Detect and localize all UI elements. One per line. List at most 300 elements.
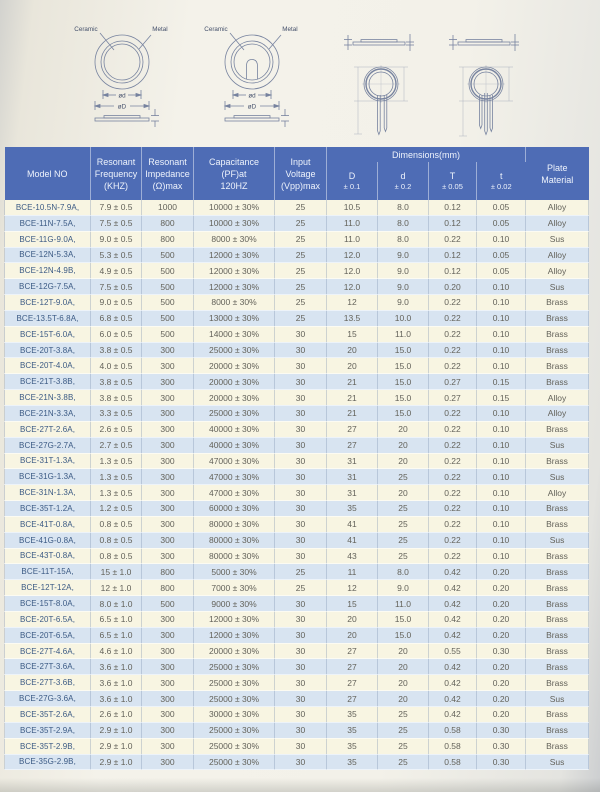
cell-d: 15.0 <box>378 374 429 390</box>
page-bottom-shadow <box>0 778 600 792</box>
table-row <box>5 437 589 453</box>
cell-impedance: 300 <box>142 516 194 532</box>
table-row <box>5 611 589 627</box>
cell-D: 27 <box>327 691 378 707</box>
table-row <box>5 548 589 564</box>
cell-t: 0.10 <box>477 469 526 485</box>
cell-impedance: 300 <box>142 659 194 675</box>
cell-T: 0.22 <box>429 485 477 501</box>
cell-plate: Alloy <box>526 247 589 263</box>
cell-capacitance: 60000 ± 30% <box>194 501 275 517</box>
cell-T: 0.12 <box>429 215 477 231</box>
cell-plate: Brass <box>526 707 589 723</box>
cell-t: 0.10 <box>477 405 526 421</box>
cell-plate: Brass <box>526 580 589 596</box>
table-row <box>5 675 589 691</box>
cell-plate: Alloy <box>526 263 589 279</box>
cell-d: 9.0 <box>378 279 429 295</box>
cell-input_voltage: 30 <box>275 532 327 548</box>
cell-T: 0.42 <box>429 596 477 612</box>
col-header-dim-D: D ± 0.1 <box>327 162 378 200</box>
cell-impedance: 500 <box>142 295 194 311</box>
cell-capacitance: 25000 ± 30% <box>194 675 275 691</box>
cell-plate: Brass <box>526 326 589 342</box>
cell-t: 0.10 <box>477 437 526 453</box>
cell-model: BCE-11T-15A, <box>5 564 91 580</box>
cell-plate: Brass <box>526 358 589 374</box>
spec-table <box>4 147 589 770</box>
cell-capacitance: 25000 ± 30% <box>194 405 275 421</box>
cell-D: 35 <box>327 722 378 738</box>
cell-plate: Alloy <box>526 485 589 501</box>
cell-model: BCE-13.5T-6.8A, <box>5 310 91 326</box>
cell-t: 0.05 <box>477 200 526 215</box>
cell-model: BCE-43T-0.8A, <box>5 548 91 564</box>
cell-capacitance: 25000 ± 30% <box>194 738 275 754</box>
table-row <box>5 738 589 754</box>
cell-impedance: 500 <box>142 247 194 263</box>
cell-frequency: 4.9 ± 0.5 <box>91 263 142 279</box>
cell-impedance: 300 <box>142 548 194 564</box>
table-row <box>5 247 589 263</box>
col-header-dim-d: d ± 0.2 <box>378 162 429 200</box>
cell-t: 0.20 <box>477 691 526 707</box>
cell-input_voltage: 30 <box>275 453 327 469</box>
cell-plate: Brass <box>526 564 589 580</box>
cell-plate: Brass <box>526 643 589 659</box>
ceramic-label: Ceramic <box>74 26 98 33</box>
cell-impedance: 300 <box>142 390 194 406</box>
cell-frequency: 8.0 ± 1.0 <box>91 596 142 612</box>
cell-d: 20 <box>378 437 429 453</box>
cell-D: 12.0 <box>327 247 378 263</box>
cell-input_voltage: 30 <box>275 707 327 723</box>
cell-impedance: 500 <box>142 263 194 279</box>
cell-input_voltage: 30 <box>275 754 327 770</box>
cell-impedance: 300 <box>142 707 194 723</box>
cell-d: 9.0 <box>378 295 429 311</box>
cell-frequency: 6.8 ± 0.5 <box>91 310 142 326</box>
cell-plate: Brass <box>526 627 589 643</box>
cell-capacitance: 7000 ± 30% <box>194 580 275 596</box>
technical-diagrams <box>0 0 600 147</box>
cell-d: 25 <box>378 548 429 564</box>
cell-frequency: 3.3 ± 0.5 <box>91 405 142 421</box>
cell-impedance: 300 <box>142 643 194 659</box>
cell-capacitance: 30000 ± 30% <box>194 707 275 723</box>
table-row <box>5 358 589 374</box>
cell-frequency: 2.6 ± 0.5 <box>91 421 142 437</box>
cell-d: 9.0 <box>378 247 429 263</box>
cell-frequency: 6.0 ± 0.5 <box>91 326 142 342</box>
cell-plate: Brass <box>526 596 589 612</box>
cell-t: 0.20 <box>477 707 526 723</box>
cell-d: 11.0 <box>378 596 429 612</box>
cell-frequency: 1.3 ± 0.5 <box>91 485 142 501</box>
cell-capacitance: 8000 ± 30% <box>194 295 275 311</box>
cell-input_voltage: 30 <box>275 611 327 627</box>
cell-d: 20 <box>378 421 429 437</box>
cell-T: 0.55 <box>429 643 477 659</box>
col-header-input-voltage: Input Voltage (Vpp)max <box>275 147 327 200</box>
cell-t: 0.10 <box>477 342 526 358</box>
table-row <box>5 263 589 279</box>
cell-t: 0.20 <box>477 675 526 691</box>
cell-t: 0.20 <box>477 580 526 596</box>
cell-frequency: 12 ± 1.0 <box>91 580 142 596</box>
cell-t: 0.20 <box>477 596 526 612</box>
cell-t: 0.10 <box>477 532 526 548</box>
table-row <box>5 326 589 342</box>
cell-D: 35 <box>327 754 378 770</box>
cell-d: 25 <box>378 722 429 738</box>
cell-d: 15.0 <box>378 627 429 643</box>
cell-impedance: 300 <box>142 342 194 358</box>
cell-model: BCE-41G-0.8A, <box>5 532 91 548</box>
cell-frequency: 3.6 ± 1.0 <box>91 675 142 691</box>
cell-frequency: 7.5 ± 0.5 <box>91 279 142 295</box>
cell-d: 25 <box>378 516 429 532</box>
cell-input_voltage: 25 <box>275 295 327 311</box>
cell-impedance: 300 <box>142 485 194 501</box>
cell-t: 0.20 <box>477 564 526 580</box>
cell-t: 0.30 <box>477 722 526 738</box>
cell-T: 0.42 <box>429 659 477 675</box>
cell-input_voltage: 30 <box>275 326 327 342</box>
cell-plate: Brass <box>526 295 589 311</box>
cell-capacitance: 80000 ± 30% <box>194 532 275 548</box>
cell-impedance: 800 <box>142 580 194 596</box>
cell-model: BCE-41T-0.8A, <box>5 516 91 532</box>
cell-impedance: 300 <box>142 501 194 517</box>
cell-impedance: 300 <box>142 469 194 485</box>
cell-plate: Sus <box>526 279 589 295</box>
cell-input_voltage: 30 <box>275 722 327 738</box>
cell-d: 8.0 <box>378 231 429 247</box>
cell-plate: Brass <box>526 421 589 437</box>
inner-diameter-label: ød <box>118 92 126 100</box>
cell-input_voltage: 30 <box>275 358 327 374</box>
cell-model: BCE-20T-4.0A, <box>5 358 91 374</box>
cell-D: 35 <box>327 738 378 754</box>
disc-lead-diagram-3wire <box>449 34 519 136</box>
cell-capacitance: 14000 ± 30% <box>194 326 275 342</box>
cell-T: 0.22 <box>429 501 477 517</box>
cell-model: BCE-31N-1.3A, <box>5 485 91 501</box>
cell-impedance: 500 <box>142 596 194 612</box>
cell-d: 25 <box>378 754 429 770</box>
inner-diameter-label: ød <box>248 92 256 100</box>
cell-capacitance: 12000 ± 30% <box>194 263 275 279</box>
cell-input_voltage: 25 <box>275 580 327 596</box>
cell-impedance: 800 <box>142 231 194 247</box>
cell-model: BCE-11N-7.5A, <box>5 215 91 231</box>
cell-t: 0.10 <box>477 310 526 326</box>
cell-T: 0.42 <box>429 707 477 723</box>
cell-input_voltage: 25 <box>275 247 327 263</box>
cell-d: 20 <box>378 643 429 659</box>
cell-d: 15.0 <box>378 405 429 421</box>
table-row <box>5 421 589 437</box>
cell-capacitance: 25000 ± 30% <box>194 659 275 675</box>
cell-model: BCE-12G-7.5A, <box>5 279 91 295</box>
cell-impedance: 300 <box>142 437 194 453</box>
cell-frequency: 3.8 ± 0.5 <box>91 342 142 358</box>
cell-capacitance: 20000 ± 30% <box>194 374 275 390</box>
cell-t: 0.10 <box>477 453 526 469</box>
cell-plate: Brass <box>526 453 589 469</box>
cell-capacitance: 20000 ± 30% <box>194 643 275 659</box>
cell-d: 9.0 <box>378 580 429 596</box>
cell-d: 20 <box>378 691 429 707</box>
cell-d: 20 <box>378 453 429 469</box>
col-header-model: Model NO <box>5 147 91 200</box>
cell-d: 11.0 <box>378 326 429 342</box>
cell-plate: Sus <box>526 532 589 548</box>
cell-t: 0.10 <box>477 295 526 311</box>
cell-D: 21 <box>327 405 378 421</box>
table-row <box>5 374 589 390</box>
cell-D: 12.0 <box>327 279 378 295</box>
cell-impedance: 300 <box>142 374 194 390</box>
cell-model: BCE-35T-1.2A, <box>5 501 91 517</box>
cell-d: 25 <box>378 707 429 723</box>
cell-T: 0.42 <box>429 675 477 691</box>
cell-T: 0.22 <box>429 358 477 374</box>
cell-model: BCE-15T-8.0A, <box>5 596 91 612</box>
cell-t: 0.05 <box>477 263 526 279</box>
cell-t: 0.20 <box>477 659 526 675</box>
cell-T: 0.42 <box>429 564 477 580</box>
cell-frequency: 2.9 ± 1.0 <box>91 722 142 738</box>
cell-model: BCE-27T-3.6A, <box>5 659 91 675</box>
cell-input_voltage: 30 <box>275 691 327 707</box>
cell-T: 0.27 <box>429 374 477 390</box>
table-row <box>5 453 589 469</box>
cell-plate: Brass <box>526 659 589 675</box>
cell-d: 10.0 <box>378 310 429 326</box>
cell-D: 31 <box>327 485 378 501</box>
cell-D: 12 <box>327 295 378 311</box>
table-row <box>5 342 589 358</box>
cell-plate: Alloy <box>526 200 589 215</box>
cell-capacitance: 47000 ± 30% <box>194 469 275 485</box>
cell-D: 11.0 <box>327 231 378 247</box>
cell-D: 35 <box>327 501 378 517</box>
cell-d: 25 <box>378 738 429 754</box>
cell-capacitance: 8000 ± 30% <box>194 231 275 247</box>
cell-T: 0.58 <box>429 754 477 770</box>
cell-model: BCE-27G-2.7A, <box>5 437 91 453</box>
cell-frequency: 0.8 ± 0.5 <box>91 548 142 564</box>
cell-model: BCE-27T-3.6B, <box>5 675 91 691</box>
table-row <box>5 627 589 643</box>
cell-input_voltage: 25 <box>275 231 327 247</box>
cell-plate: Brass <box>526 611 589 627</box>
cell-D: 12.0 <box>327 263 378 279</box>
table-row <box>5 516 589 532</box>
cell-t: 0.15 <box>477 390 526 406</box>
cell-model: BCE-20T-3.8A, <box>5 342 91 358</box>
table-row <box>5 580 589 596</box>
cell-impedance: 300 <box>142 738 194 754</box>
cell-T: 0.22 <box>429 342 477 358</box>
table-row <box>5 215 589 231</box>
cell-D: 21 <box>327 374 378 390</box>
cell-T: 0.12 <box>429 200 477 215</box>
cell-capacitance: 25000 ± 30% <box>194 722 275 738</box>
cell-model: BCE-12N-4.9B, <box>5 263 91 279</box>
table-header <box>5 147 589 200</box>
cell-d: 8.0 <box>378 564 429 580</box>
cell-d: 8.0 <box>378 215 429 231</box>
cell-input_voltage: 25 <box>275 263 327 279</box>
cell-frequency: 1.3 ± 0.5 <box>91 469 142 485</box>
cell-D: 41 <box>327 532 378 548</box>
cell-D: 12 <box>327 580 378 596</box>
cell-frequency: 5.3 ± 0.5 <box>91 247 142 263</box>
cell-impedance: 300 <box>142 421 194 437</box>
cell-T: 0.22 <box>429 405 477 421</box>
cell-frequency: 9.0 ± 0.5 <box>91 295 142 311</box>
cell-capacitance: 12000 ± 30% <box>194 279 275 295</box>
cell-frequency: 6.5 ± 1.0 <box>91 627 142 643</box>
cell-D: 15 <box>327 326 378 342</box>
cell-frequency: 2.6 ± 1.0 <box>91 707 142 723</box>
cell-model: BCE-27T-4.6A, <box>5 643 91 659</box>
cell-frequency: 6.5 ± 1.0 <box>91 611 142 627</box>
cell-D: 27 <box>327 659 378 675</box>
cell-t: 0.10 <box>477 516 526 532</box>
cell-impedance: 300 <box>142 627 194 643</box>
cell-plate: Sus <box>526 231 589 247</box>
cell-D: 11 <box>327 564 378 580</box>
col-header-dim-T: T ± 0.05 <box>429 162 477 200</box>
cell-input_voltage: 30 <box>275 469 327 485</box>
table-row <box>5 295 589 311</box>
cell-D: 11.0 <box>327 215 378 231</box>
cell-d: 15.0 <box>378 390 429 406</box>
outer-diameter-label: øD <box>117 103 127 111</box>
cell-input_voltage: 30 <box>275 342 327 358</box>
cell-frequency: 7.5 ± 0.5 <box>91 215 142 231</box>
cell-t: 0.20 <box>477 611 526 627</box>
cell-model: BCE-21T-3.8B, <box>5 374 91 390</box>
cell-model: BCE-20T-6.5A, <box>5 611 91 627</box>
cell-t: 0.30 <box>477 754 526 770</box>
cell-plate: Brass <box>526 548 589 564</box>
col-header-capacitance: Capacitance (PF)at 120HZ <box>194 147 275 200</box>
table-row <box>5 390 589 406</box>
cell-model: BCE-12T-12A, <box>5 580 91 596</box>
cell-t: 0.20 <box>477 627 526 643</box>
cell-capacitance: 25000 ± 30% <box>194 691 275 707</box>
cell-capacitance: 5000 ± 30% <box>194 564 275 580</box>
metal-label: Metal <box>282 26 298 33</box>
cell-input_voltage: 30 <box>275 516 327 532</box>
cell-D: 27 <box>327 675 378 691</box>
cell-t: 0.15 <box>477 374 526 390</box>
cell-frequency: 4.0 ± 0.5 <box>91 358 142 374</box>
cell-input_voltage: 25 <box>275 200 327 215</box>
cell-D: 35 <box>327 707 378 723</box>
cell-model: BCE-15T-6.0A, <box>5 326 91 342</box>
cell-D: 20 <box>327 342 378 358</box>
cell-plate: Alloy <box>526 405 589 421</box>
table-row <box>5 596 589 612</box>
cell-plate: Sus <box>526 437 589 453</box>
cell-frequency: 15 ± 1.0 <box>91 564 142 580</box>
cell-plate: Alloy <box>526 215 589 231</box>
cell-D: 13.5 <box>327 310 378 326</box>
cell-impedance: 500 <box>142 326 194 342</box>
cell-impedance: 300 <box>142 405 194 421</box>
cell-D: 31 <box>327 469 378 485</box>
cell-D: 20 <box>327 627 378 643</box>
cell-input_voltage: 30 <box>275 421 327 437</box>
cell-T: 0.42 <box>429 627 477 643</box>
cell-model: BCE-20T-6.5A, <box>5 627 91 643</box>
cell-D: 41 <box>327 516 378 532</box>
cell-capacitance: 47000 ± 30% <box>194 453 275 469</box>
cell-plate: Sus <box>526 754 589 770</box>
cell-model: BCE-10.5N-7.9A, <box>5 200 91 215</box>
table-row <box>5 485 589 501</box>
table-row <box>5 691 589 707</box>
ceramic-label: Ceramic <box>204 26 228 33</box>
cell-capacitance: 20000 ± 30% <box>194 390 275 406</box>
col-header-dim-t: t ± 0.02 <box>477 162 526 200</box>
table-row <box>5 754 589 770</box>
table-row <box>5 200 589 215</box>
cell-T: 0.58 <box>429 738 477 754</box>
cell-plate: Brass <box>526 374 589 390</box>
cell-frequency: 9.0 ± 0.5 <box>91 231 142 247</box>
cell-impedance: 800 <box>142 564 194 580</box>
cell-t: 0.05 <box>477 215 526 231</box>
disc-front-diagram-feedback <box>204 26 297 127</box>
col-header-dimensions: Dimensions(mm) <box>327 147 526 162</box>
cell-D: 10.5 <box>327 200 378 215</box>
cell-frequency: 3.8 ± 0.5 <box>91 374 142 390</box>
cell-input_voltage: 30 <box>275 659 327 675</box>
cell-plate: Brass <box>526 501 589 517</box>
cell-D: 27 <box>327 421 378 437</box>
table-row <box>5 659 589 675</box>
cell-impedance: 300 <box>142 453 194 469</box>
table-row <box>5 405 589 421</box>
cell-model: BCE-21N-3.8B, <box>5 390 91 406</box>
cell-T: 0.22 <box>429 548 477 564</box>
cell-frequency: 7.9 ± 0.5 <box>91 200 142 215</box>
cell-capacitance: 25000 ± 30% <box>194 342 275 358</box>
cell-T: 0.42 <box>429 611 477 627</box>
cell-D: 27 <box>327 643 378 659</box>
cell-impedance: 300 <box>142 691 194 707</box>
cell-T: 0.58 <box>429 722 477 738</box>
table-row <box>5 310 589 326</box>
cell-model: BCE-35T-2.6A, <box>5 707 91 723</box>
cell-D: 21 <box>327 390 378 406</box>
cell-T: 0.22 <box>429 231 477 247</box>
cell-capacitance: 9000 ± 30% <box>194 596 275 612</box>
cell-impedance: 300 <box>142 675 194 691</box>
cell-t: 0.10 <box>477 326 526 342</box>
cell-D: 43 <box>327 548 378 564</box>
cell-d: 15.0 <box>378 611 429 627</box>
cell-t: 0.05 <box>477 247 526 263</box>
cell-d: 20 <box>378 675 429 691</box>
